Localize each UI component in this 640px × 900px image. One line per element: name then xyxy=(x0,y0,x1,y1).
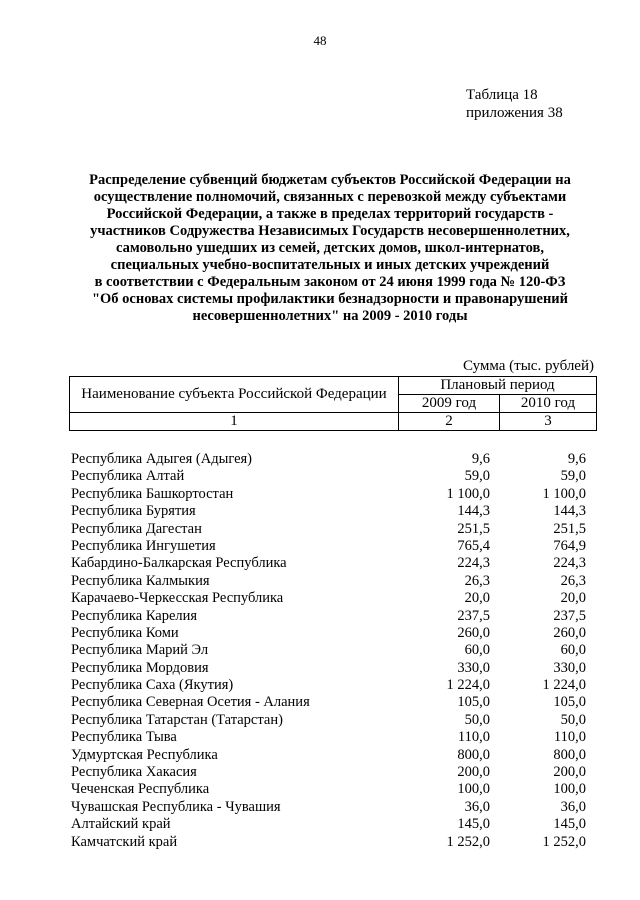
title-line: специальных учебно-воспитательных и иных детских учреждений xyxy=(110,257,550,273)
value-2009: 110,0 xyxy=(457,729,490,746)
title-line: самовольно ушедших из семей, детских домов, школ-интернатов, xyxy=(116,240,544,256)
header-name-column: Наименование субъекта Российской Федерации xyxy=(70,377,399,413)
value-2010: 9,6 xyxy=(567,451,586,467)
value-2009: 59,0 xyxy=(464,468,490,485)
value-2009: 105,0 xyxy=(457,694,490,711)
value-2009: 50,0 xyxy=(464,711,490,728)
table-row xyxy=(71,573,591,590)
subject-name: Республика Марий Эл xyxy=(71,642,209,659)
table-row xyxy=(71,555,591,572)
value-2010: 251,5 xyxy=(553,520,586,537)
table-body xyxy=(71,451,591,851)
value-2010: 1 252,0 xyxy=(542,833,586,850)
subject-name: Республика Карелия xyxy=(71,607,198,624)
value-2010: 110,0 xyxy=(553,729,586,746)
value-2009: 36,0 xyxy=(464,798,490,815)
subject-name: Республика Коми xyxy=(71,624,179,641)
value-2010: 59,0 xyxy=(560,468,586,485)
value-2009: 100,0 xyxy=(457,781,490,798)
value-2009: 1 252,0 xyxy=(446,833,490,850)
subject-name: Республика Адыгея (Адыгея) xyxy=(71,451,253,467)
header-plan-period: Плановый период xyxy=(399,377,597,395)
value-2009: 1 224,0 xyxy=(446,677,490,694)
header-col-number-3: 3 xyxy=(500,413,597,431)
title-line: участников Содружества Независимых Государств несовершеннолетних, xyxy=(90,223,570,239)
title-line: Российской Федерации, а также в пределах территорий государств - xyxy=(106,206,554,222)
table-row xyxy=(71,625,591,642)
table-row xyxy=(71,486,591,503)
value-2010: 237,5 xyxy=(553,607,586,624)
table-row xyxy=(71,468,591,485)
table-row xyxy=(71,834,591,851)
table-ref-line2: приложения 38 xyxy=(466,105,563,121)
value-2009: 237,5 xyxy=(457,607,490,624)
value-2009: 144,3 xyxy=(457,503,490,520)
subject-name: Республика Дагестан xyxy=(71,520,202,537)
table-ref-line1: Таблица 18 xyxy=(466,87,538,103)
table-row xyxy=(71,608,591,625)
table-row xyxy=(71,747,591,764)
value-2009: 1 100,0 xyxy=(446,485,490,502)
table-row xyxy=(71,712,591,729)
value-2009: 260,0 xyxy=(457,624,490,641)
value-2010: 800,0 xyxy=(553,746,586,763)
title-line: Распределение субвенций бюджетам субъектов Российской Федерации на xyxy=(89,172,571,188)
title-line: осуществление полномочий, связанных с перевозкой между субъектами xyxy=(93,189,567,205)
header-col-number-2: 2 xyxy=(399,413,500,431)
value-2010: 764,9 xyxy=(553,537,586,554)
subject-name: Республика Северная Осетия - Алания xyxy=(71,694,310,711)
value-2009: 765,4 xyxy=(457,537,490,554)
table-row xyxy=(71,799,591,816)
value-2009: 800,0 xyxy=(457,746,490,763)
table-row xyxy=(71,642,591,659)
table-reference xyxy=(466,86,586,122)
subject-name: Республика Мордовия xyxy=(71,659,209,676)
table-row xyxy=(71,660,591,677)
value-2009: 20,0 xyxy=(464,590,490,607)
value-2010: 26,3 xyxy=(560,572,586,589)
value-2010: 224,3 xyxy=(553,555,586,572)
subject-name: Республика Калмыкия xyxy=(71,572,210,589)
subject-name: Республика Хакасия xyxy=(71,764,197,781)
value-2010: 1 100,0 xyxy=(542,485,586,502)
value-2010: 20,0 xyxy=(560,590,586,607)
value-2010: 50,0 xyxy=(560,711,586,728)
header-col-number-1: 1 xyxy=(70,413,399,431)
table-header xyxy=(69,376,597,431)
table-row xyxy=(71,451,591,468)
subject-name: Республика Ингушетия xyxy=(71,537,216,554)
value-2009: 9,6 xyxy=(471,451,490,467)
table-row xyxy=(71,677,591,694)
value-2009: 60,0 xyxy=(464,642,490,659)
value-2010: 200,0 xyxy=(553,764,586,781)
table-row xyxy=(71,590,591,607)
subject-name: Республика Бурятия xyxy=(71,503,196,520)
title-line: в соответствии с Федеральным законом от 24 июня 1999 года № 120-ФЗ xyxy=(94,274,566,290)
table-row xyxy=(71,781,591,798)
subject-name: Алтайский край xyxy=(71,816,171,833)
subject-name: Кабардино-Балкарская Республика xyxy=(71,555,287,572)
table-row xyxy=(71,538,591,555)
header-year-2010: 2010 год xyxy=(500,395,597,413)
value-2010: 145,0 xyxy=(553,816,586,833)
subject-name: Республика Башкортостан xyxy=(71,485,234,502)
units-label: Сумма (тыс. рублей) xyxy=(462,358,594,374)
subject-name: Республика Саха (Якутия) xyxy=(71,677,234,694)
subject-name: Республика Алтай xyxy=(71,468,185,485)
value-2010: 1 224,0 xyxy=(542,677,586,694)
table-row xyxy=(71,521,591,538)
value-2010: 105,0 xyxy=(553,694,586,711)
value-2010: 36,0 xyxy=(560,798,586,815)
subject-name: Республика Тыва xyxy=(71,729,177,746)
table-row xyxy=(71,503,591,520)
subject-name: Чувашская Республика - Чувашия xyxy=(71,798,281,815)
value-2010: 144,3 xyxy=(553,503,586,520)
table-row xyxy=(71,816,591,833)
table-row xyxy=(71,764,591,781)
table-row xyxy=(71,729,591,746)
subject-name: Камчатский край xyxy=(71,833,178,850)
subject-name: Республика Татарстан (Татарстан) xyxy=(71,711,283,728)
subject-name: Чеченская Республика xyxy=(71,781,210,798)
table-row xyxy=(71,694,591,711)
value-2010: 330,0 xyxy=(553,659,586,676)
value-2010: 100,0 xyxy=(553,781,586,798)
value-2009: 145,0 xyxy=(457,816,490,833)
subject-name: Удмуртская Республика xyxy=(71,746,218,763)
document-title xyxy=(60,172,600,325)
subject-name: Карачаево-Черкесская Республика xyxy=(71,590,284,607)
value-2010: 60,0 xyxy=(560,642,586,659)
header-year-2009: 2009 год xyxy=(399,395,500,413)
title-line: несовершеннолетних" на 2009 - 2010 годы xyxy=(192,308,468,324)
value-2010: 260,0 xyxy=(553,624,586,641)
value-2009: 224,3 xyxy=(457,555,490,572)
value-2009: 26,3 xyxy=(464,572,490,589)
value-2009: 200,0 xyxy=(457,764,490,781)
title-line: "Об основах системы профилактики безнадзорности и правонарушений xyxy=(91,291,569,307)
value-2009: 251,5 xyxy=(457,520,490,537)
page-number: 48 xyxy=(313,33,327,48)
value-2009: 330,0 xyxy=(457,659,490,676)
